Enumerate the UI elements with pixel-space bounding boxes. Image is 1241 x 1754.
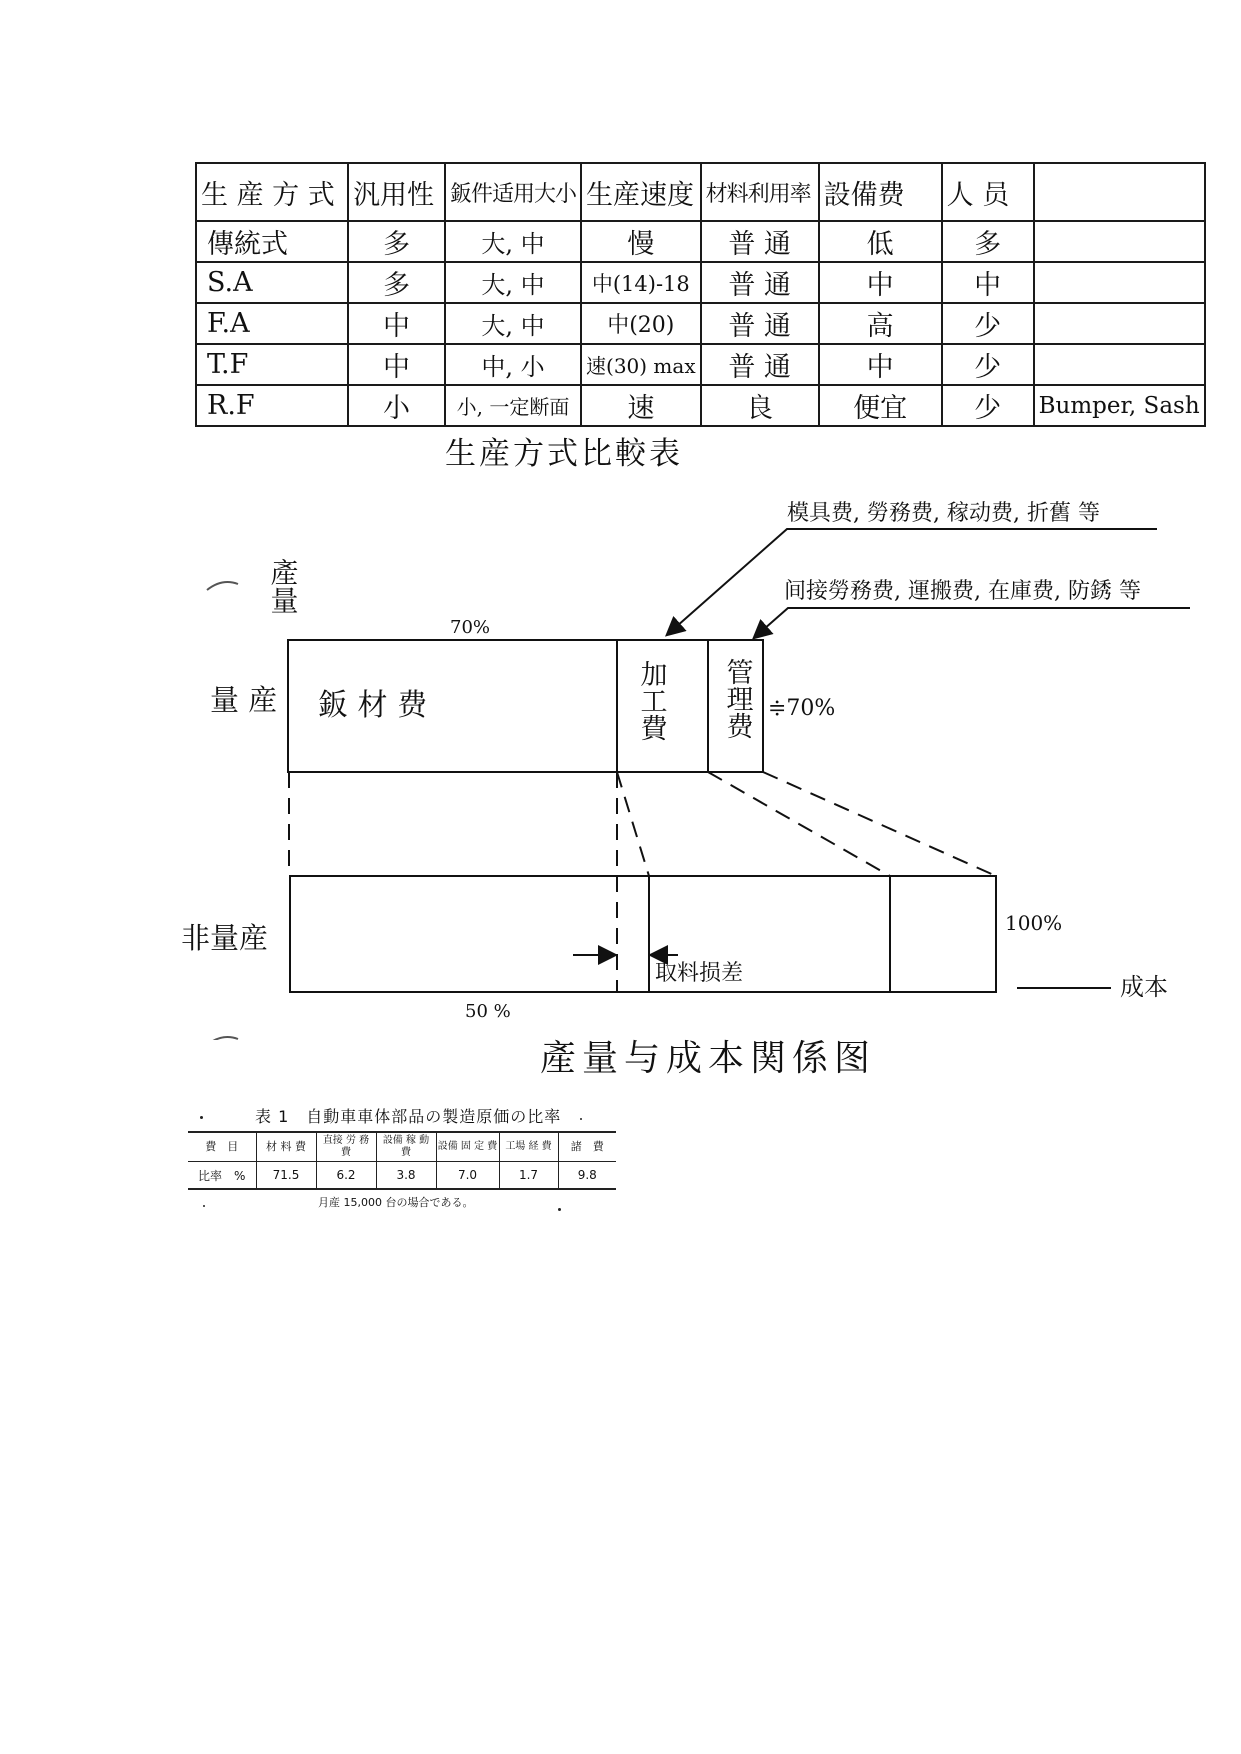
projection-management xyxy=(763,772,996,876)
ratio-row-label: 比率 % xyxy=(188,1162,256,1190)
ratio-value-cell: 1.7 xyxy=(499,1162,558,1190)
table-cell: 中 xyxy=(819,262,942,303)
table-row xyxy=(196,344,1205,385)
ratio-value-cell: 3.8 xyxy=(376,1162,436,1190)
ratio-header-cell: 費 目 xyxy=(188,1132,256,1162)
block-material-label: 鈑 材 费 xyxy=(318,688,428,723)
header-cell: 生 産 方 式 xyxy=(196,163,348,221)
ratio-header-cell: 材 料 費 xyxy=(256,1132,316,1162)
table-cell: 少 xyxy=(942,385,1034,426)
header-cell: 生産速度 xyxy=(581,163,701,221)
table-cell: 低 xyxy=(819,221,942,262)
header-cell: 材料利用率 xyxy=(701,163,819,221)
scan-speck xyxy=(203,1205,205,1207)
binder-mark xyxy=(207,1037,238,1040)
ratio-value-row xyxy=(188,1162,616,1190)
row-label-mass: 量 産 xyxy=(210,683,278,717)
ratio-header-cell: 設備 稼 動 費 xyxy=(376,1132,436,1162)
pct-top-label: 70% xyxy=(450,617,491,638)
table-cell: 大, 中 xyxy=(445,262,581,303)
comparison-table-caption: 生産方式比較表 xyxy=(445,436,683,472)
callout-management-arrow xyxy=(755,608,1190,637)
table-cell: 中(20) xyxy=(581,303,701,344)
table-row xyxy=(196,262,1205,303)
y-axis-label: 產量 xyxy=(266,558,300,614)
ratio-header-row xyxy=(188,1132,616,1162)
x-axis-label: 成本 xyxy=(1120,973,1168,1001)
callout-management-text: 间接勞務费, 運搬费, 在庫费, 防銹 等 xyxy=(784,579,1141,604)
table-cell: F.A xyxy=(196,303,348,344)
table-cell: S.A xyxy=(196,262,348,303)
ratio-table-title: 表 1 自動車車体部品の製造原価の比率 xyxy=(255,1107,562,1126)
ratio-header-cell: 諸 費 xyxy=(558,1132,616,1162)
table-cell: 中 xyxy=(942,262,1034,303)
table-cell: 普 通 xyxy=(701,262,819,303)
diagram-caption: 產量与成本関係图 xyxy=(540,1038,877,1079)
table-cell: 多 xyxy=(348,262,445,303)
table-cell: 多 xyxy=(942,221,1034,262)
projection-material xyxy=(617,772,649,876)
table-cell: 多 xyxy=(348,221,445,262)
table-cell xyxy=(1034,303,1205,344)
scan-speck xyxy=(580,1118,582,1120)
ratio-header-cell: 直接 労 務 費 xyxy=(316,1132,376,1162)
table-cell: 慢 xyxy=(581,221,701,262)
pct-bottom-label: 50 % xyxy=(465,1001,511,1022)
ratio-table-note: 月産 15,000 台の場合である。 xyxy=(318,1196,474,1209)
table-cell: 良 xyxy=(701,385,819,426)
table-cell: 普 通 xyxy=(701,221,819,262)
table-cell: 大, 中 xyxy=(445,303,581,344)
cost-ratio-table xyxy=(188,1131,616,1190)
table-cell: 中 xyxy=(348,344,445,385)
ratio-header-cell: 工場 経 費 xyxy=(499,1132,558,1162)
table-cell xyxy=(1034,344,1205,385)
scrap-label: 取料损差 xyxy=(655,961,744,986)
table-row xyxy=(196,221,1205,262)
table-cell: Bumper, Sash xyxy=(1034,385,1205,426)
table-cell: 中 xyxy=(348,303,445,344)
table-cell: 速 xyxy=(581,385,701,426)
header-cell xyxy=(1034,163,1205,221)
ratio-value-cell: 71.5 xyxy=(256,1162,316,1190)
table-cell xyxy=(1034,221,1205,262)
header-cell: 人 员 xyxy=(942,163,1034,221)
table-row xyxy=(196,385,1205,426)
table-header-row xyxy=(196,163,1205,221)
table-cell: 小 xyxy=(348,385,445,426)
table-cell: 中(14)-18 xyxy=(581,262,701,303)
table-cell: 便宜 xyxy=(819,385,942,426)
binder-mark xyxy=(207,582,238,590)
table-cell: 速(30) max xyxy=(581,344,701,385)
header-cell: 汎用性 xyxy=(348,163,445,221)
ratio-value-cell: 9.8 xyxy=(558,1162,616,1190)
ratio-header-cell: 設備 固 定 費 xyxy=(436,1132,499,1162)
table-cell: 傳統式 xyxy=(196,221,348,262)
table-cell: 高 xyxy=(819,303,942,344)
table-cell: T.F xyxy=(196,344,348,385)
production-method-comparison-table xyxy=(195,162,1206,427)
table-cell: 少 xyxy=(942,344,1034,385)
table-row xyxy=(196,303,1205,344)
pct-right-bottom-label: 100% xyxy=(1005,911,1063,935)
table-cell: 中 xyxy=(819,344,942,385)
pct-right-top-label: ≑70% xyxy=(768,696,836,721)
callout-processing-text: 模具费, 勞務费, 稼动费, 折舊 等 xyxy=(787,501,1100,526)
header-cell: 鈑件适用大小 xyxy=(445,163,581,221)
table-cell: 少 xyxy=(942,303,1034,344)
block-management-label: 管理费 xyxy=(721,658,753,739)
table-cell xyxy=(1034,262,1205,303)
header-cell: 設備费 xyxy=(819,163,942,221)
scan-speck xyxy=(558,1208,561,1211)
volume-cost-diagram xyxy=(0,480,1241,1040)
row-label-nonmass: 非量産 xyxy=(181,921,269,955)
table-cell: 小, 一定断面 xyxy=(445,385,581,426)
table-cell: 大, 中 xyxy=(445,221,581,262)
block-processing-label: 加工費 xyxy=(635,660,667,741)
table-cell: 普 通 xyxy=(701,344,819,385)
table-cell: 普 通 xyxy=(701,303,819,344)
ratio-value-cell: 7.0 xyxy=(436,1162,499,1190)
scan-speck xyxy=(200,1116,203,1119)
table-cell: 中, 小 xyxy=(445,344,581,385)
table-cell: R.F xyxy=(196,385,348,426)
ratio-value-cell: 6.2 xyxy=(316,1162,376,1190)
